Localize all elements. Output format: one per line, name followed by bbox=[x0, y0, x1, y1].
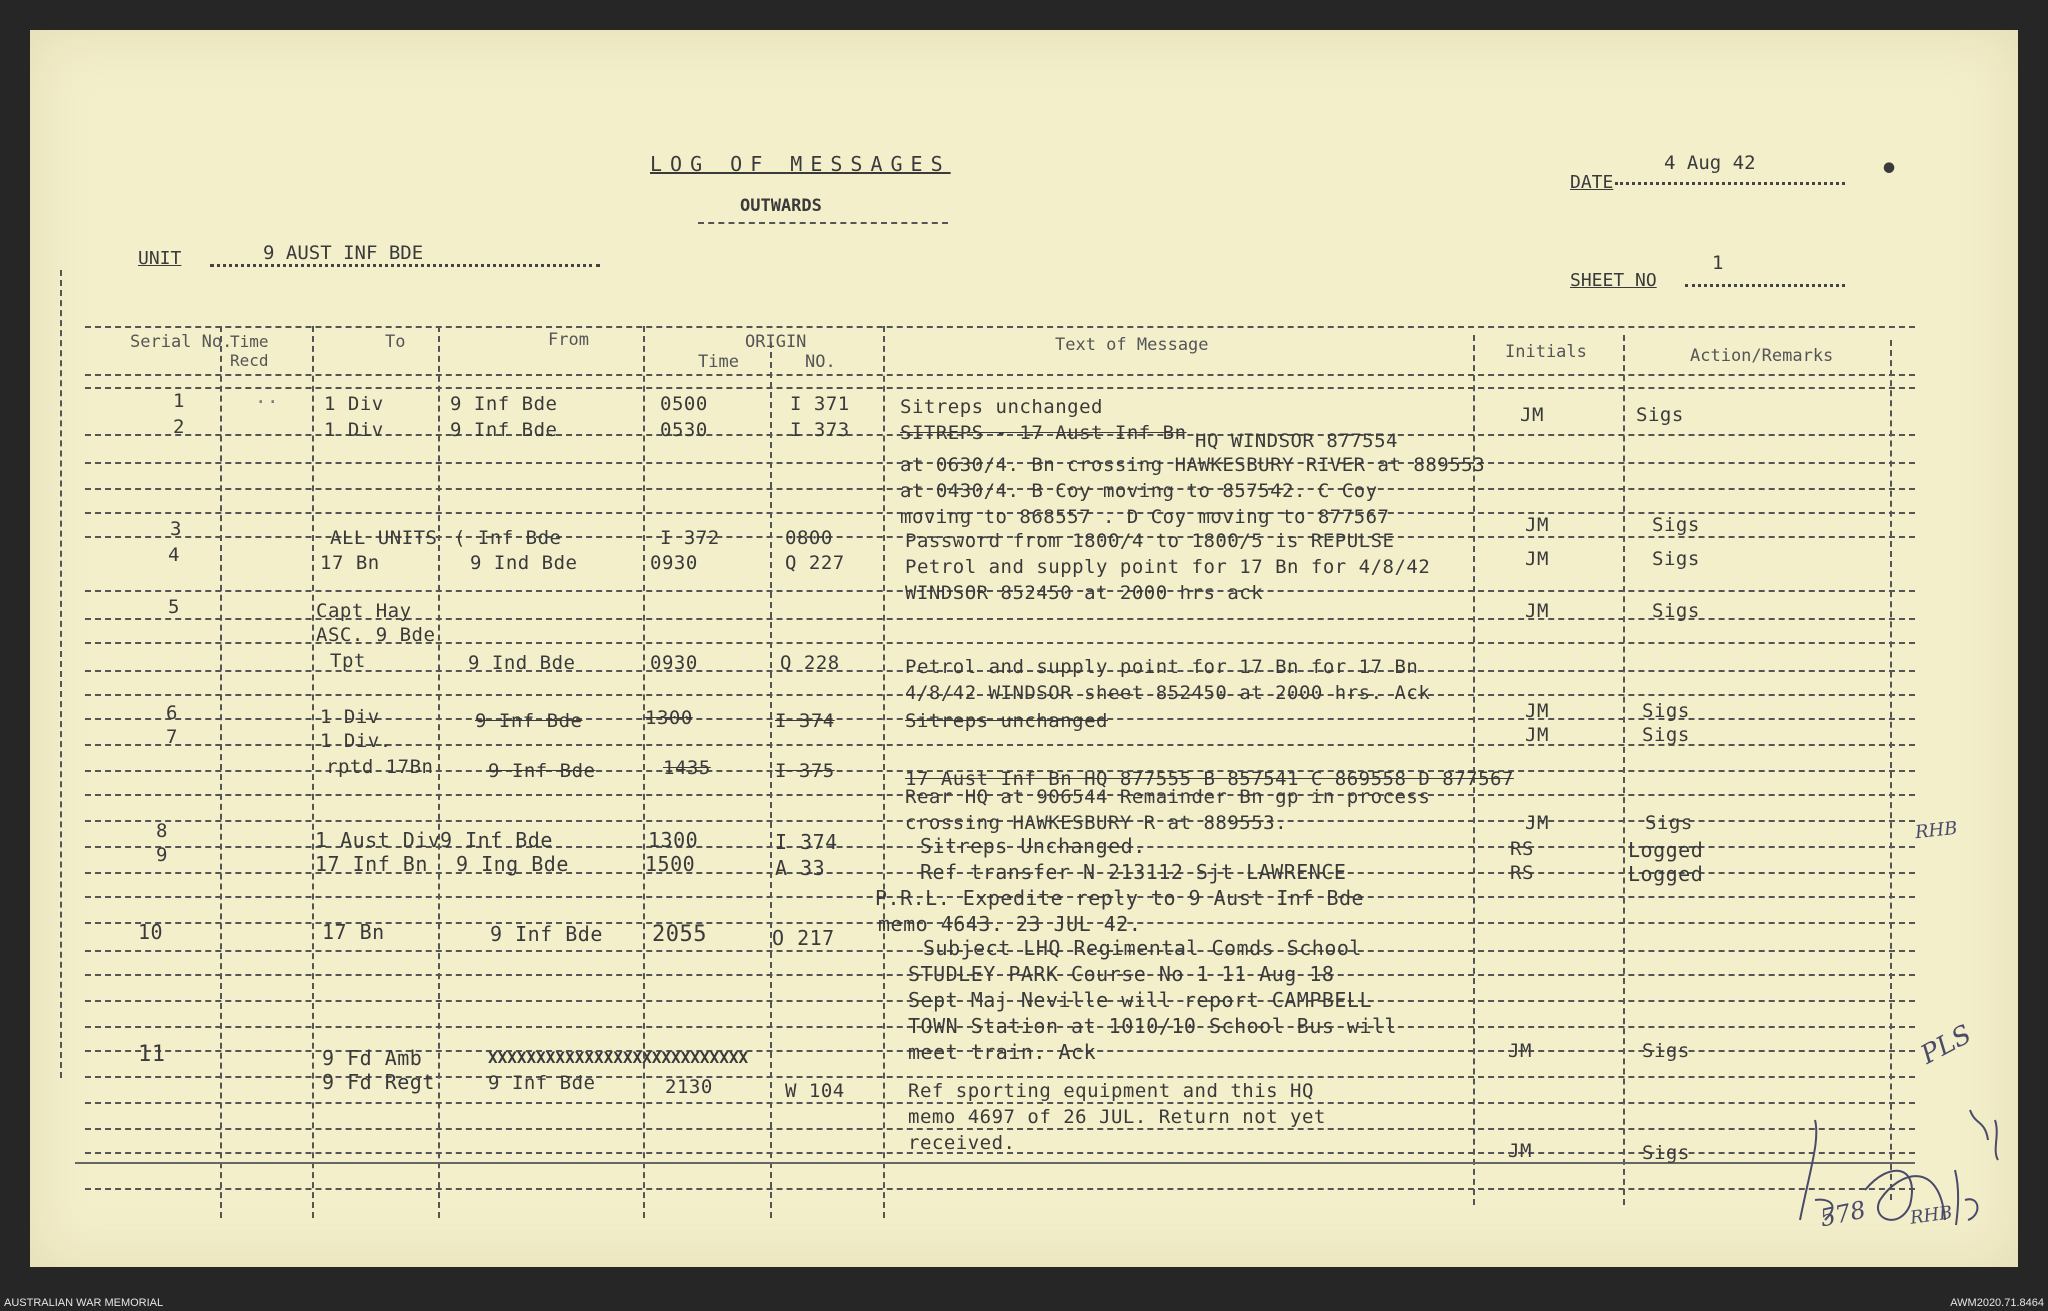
struck-out-cell: XXXXXXXXXXXXXXXXXXXXXXXXXXX bbox=[488, 1048, 749, 1067]
to-cell: Capt Hay bbox=[316, 600, 412, 622]
initials-cell: JM bbox=[1520, 404, 1544, 426]
serial-cell: 6 bbox=[166, 702, 178, 724]
serial-cell: 1 bbox=[173, 390, 185, 412]
to-cell: rptd 17Bn bbox=[326, 756, 434, 778]
serial-cell: 2 bbox=[173, 416, 185, 438]
text-cell: at 0430/4. B Coy moving to 857542. C Coy bbox=[900, 480, 1378, 502]
col-divider bbox=[770, 342, 772, 1218]
text-cell: Sitreps unchanged bbox=[905, 710, 1108, 732]
origin-time-cell: 2130 bbox=[665, 1076, 713, 1098]
col-header-initials: Initials bbox=[1505, 342, 1587, 362]
action-cell: Sigs bbox=[1642, 724, 1690, 746]
origin-no-cell: Q 228 bbox=[780, 652, 840, 674]
text-cell: Rear HQ at 906544 Remainder Bn gp in process bbox=[905, 786, 1431, 808]
subtitle-underline bbox=[698, 222, 948, 224]
col-divider bbox=[643, 326, 645, 1218]
text-cell: 4/8/42 WINDSOR sheet 852450 at 2000 hrs. Ack bbox=[905, 682, 1431, 704]
col-divider bbox=[220, 326, 222, 1218]
initials-cell: RS bbox=[1510, 862, 1534, 884]
initials-cell: JM bbox=[1525, 600, 1549, 622]
header-top-line bbox=[85, 326, 1915, 328]
to-cell: 17 Bn bbox=[320, 552, 380, 574]
to-cell: 1 Div bbox=[324, 393, 384, 415]
text-cell: memo 4697 of 26 JUL. Return not yet bbox=[908, 1106, 1326, 1128]
to-cell: 9 Fd Amb bbox=[322, 1046, 423, 1070]
text-cell: Subject LHQ Regimental Comds School bbox=[923, 936, 1362, 960]
footer-catalog-number: AWM2020.71.8464 bbox=[1950, 1297, 2044, 1309]
col-divider bbox=[312, 326, 314, 1218]
origin-time-cell: 2055 bbox=[652, 922, 707, 947]
col-divider bbox=[438, 326, 440, 1218]
action-cell: Sigs bbox=[1652, 514, 1700, 536]
log-sheet bbox=[30, 30, 2018, 1267]
text-cell: HQ WINDSOR 877554 bbox=[1195, 430, 1398, 452]
from-cell: ( Inf Bde bbox=[454, 527, 562, 549]
col-header-origin-time: Time bbox=[698, 352, 739, 372]
origin-no-cell: I 373 bbox=[790, 419, 850, 441]
origin-no-cell: I 371 bbox=[790, 393, 850, 415]
to-cell: 1 Div. bbox=[320, 730, 392, 752]
origin-no-cell: I 374 bbox=[775, 830, 838, 854]
initials-cell: RS bbox=[1510, 838, 1534, 860]
from-cell: 9 Ind Bde bbox=[468, 652, 576, 674]
col-header-origin-no: NO. bbox=[805, 352, 836, 372]
from-cell: 9 Inf Bde bbox=[490, 922, 603, 946]
col-header-from: From bbox=[548, 330, 589, 350]
col-header-origin: ORIGIN bbox=[745, 332, 807, 352]
to-cell: 17 Bn bbox=[322, 920, 385, 944]
origin-no-cell: A 33 bbox=[775, 856, 826, 880]
col-header-action: Action/Remarks bbox=[1690, 346, 1834, 366]
text-cell: Ref transfer N 213112 Sjt LAWRENCE bbox=[920, 860, 1347, 884]
origin-time-cell: 1300 bbox=[648, 828, 699, 852]
origin-time-cell: 1435 bbox=[663, 757, 711, 779]
text-cell: at 0630/4. Bn crossing HAWKESBURY RIVER at 889553 bbox=[900, 454, 1486, 476]
text-cell: Sitreps unchanged bbox=[900, 396, 1103, 418]
from-cell: 9 Inf Bde bbox=[440, 828, 553, 852]
from-cell: 9 Inf Bde bbox=[475, 710, 583, 732]
time-recd-cell: .. bbox=[255, 386, 279, 408]
to-cell: ALL UNITS bbox=[330, 527, 438, 549]
page-title: LOG OF MESSAGES bbox=[650, 152, 951, 176]
handwritten-initials: RHB bbox=[1914, 817, 1959, 844]
table-bottom-line bbox=[75, 1162, 1915, 1164]
initials-cell: JM bbox=[1525, 514, 1549, 536]
serial-cell: 8 bbox=[156, 820, 168, 842]
action-cell: Sigs bbox=[1652, 600, 1700, 622]
origin-no-cell: 0800 bbox=[785, 527, 833, 549]
text-cell: received. bbox=[908, 1132, 1016, 1154]
origin-time-cell: 0930 bbox=[650, 552, 698, 574]
serial-cell: 5 bbox=[168, 596, 180, 618]
action-cell: Sigs bbox=[1642, 1040, 1690, 1062]
to-cell: 1 Aust Div bbox=[315, 828, 441, 852]
from-cell: 9 Inf Bde bbox=[488, 760, 596, 782]
to-cell: ASC. 9 Bde bbox=[316, 624, 436, 646]
handwritten-number: 578 bbox=[1817, 1195, 1869, 1233]
origin-time-cell: 1500 bbox=[645, 852, 696, 876]
serial-cell: 9 bbox=[156, 844, 168, 866]
col-header-time-recd: Time Recd bbox=[230, 332, 269, 370]
date-dotline bbox=[1615, 182, 1845, 185]
action-cell: Sigs bbox=[1642, 1142, 1690, 1164]
text-cell: Sitreps Unchanged. bbox=[920, 834, 1146, 858]
text-cell: moving to 868557 . D Coy moving to 877567 bbox=[900, 506, 1390, 528]
text-cell: Sept Maj Neville will report CAMPBELL bbox=[908, 988, 1373, 1012]
col-header-to: To bbox=[385, 332, 406, 352]
origin-no-cell: W 104 bbox=[785, 1080, 845, 1102]
serial-cell: 7 bbox=[166, 726, 178, 748]
text-cell: WINDSOR 852450 at 2000 hrs ack bbox=[905, 582, 1264, 604]
footer-credit: AUSTRALIAN WAR MEMORIAL bbox=[4, 1297, 164, 1309]
initials-cell: JM bbox=[1525, 724, 1549, 746]
serial-cell: 11 bbox=[138, 1042, 166, 1067]
initials-cell: JM bbox=[1525, 700, 1549, 722]
text-cell: P.R.L. Expedite reply to 9 Aust Inf Bde bbox=[875, 886, 1365, 910]
to-cell: 1 Div bbox=[324, 419, 384, 441]
action-cell: Sigs bbox=[1636, 404, 1684, 426]
action-cell: Logged bbox=[1628, 838, 1704, 862]
date-value: 4 Aug 42 bbox=[1664, 152, 1756, 174]
date-label: DATE bbox=[1570, 172, 1614, 193]
action-cell: Sigs bbox=[1652, 548, 1700, 570]
header-bottom-line bbox=[85, 387, 1915, 389]
row-line bbox=[85, 1188, 1915, 1190]
from-cell: 9 Inf Bde bbox=[450, 393, 558, 415]
text-cell: TOWN Station at 1010/10 School Bus will bbox=[908, 1014, 1398, 1038]
col-header-serial: Serial No. bbox=[130, 332, 233, 352]
to-cell: Tpt bbox=[330, 650, 366, 672]
header-bottom-line bbox=[85, 374, 1915, 376]
to-cell: 17 Inf Bn bbox=[315, 852, 428, 876]
sheet-value: 1 bbox=[1712, 252, 1724, 274]
initials-cell: JM bbox=[1525, 548, 1549, 570]
action-cell: Sigs bbox=[1642, 700, 1690, 722]
text-cell: Petrol and supply point for 17 Bn for 17 Bn bbox=[905, 656, 1419, 678]
sheet-label: SHEET NO bbox=[1570, 270, 1657, 291]
initials-cell: JM bbox=[1508, 1140, 1532, 1162]
handwritten-initials: PLS bbox=[1916, 1019, 1977, 1071]
action-cell: Logged bbox=[1628, 862, 1704, 886]
table-border-left bbox=[60, 270, 62, 1078]
unit-dotline bbox=[210, 264, 600, 267]
text-cell: STUDLEY PARK Course No 1 11 Aug 18 bbox=[908, 962, 1335, 986]
text-cell: SITREPS - 17 Aust Inf Bn bbox=[900, 422, 1187, 444]
row-line bbox=[85, 1102, 1915, 1104]
text-cell: meet train. Ack bbox=[908, 1040, 1097, 1064]
to-cell: 9 Fd Regt bbox=[322, 1070, 435, 1094]
text-cell: Password from 1800/4 to 1800/5 is REPULSE bbox=[905, 530, 1395, 552]
row-line bbox=[85, 1128, 1915, 1130]
initials-cell: JM bbox=[1508, 1040, 1532, 1062]
origin-no-cell: O 217 bbox=[772, 926, 835, 950]
from-cell: 9 Ind Bde bbox=[470, 552, 578, 574]
handwritten-signature bbox=[1770, 1080, 2010, 1250]
origin-no-cell: I 375 bbox=[775, 760, 835, 782]
sheet-dotline bbox=[1685, 284, 1845, 287]
origin-no-cell: I 374 bbox=[775, 710, 835, 732]
punch-mark-icon: • bbox=[1880, 152, 1899, 187]
text-cell: memo 4643. 23 JUL 42. bbox=[878, 912, 1142, 936]
text-cell: Petrol and supply point for 17 Bn for 4/8/42 bbox=[905, 556, 1431, 578]
origin-time-cell: 0500 bbox=[660, 393, 708, 415]
text-cell: 17 Aust Inf Bn HQ 877555 B 857541 C 869558 D 877567 bbox=[905, 768, 1514, 790]
origin-time-cell: 0530 bbox=[660, 419, 708, 441]
col-divider bbox=[883, 326, 885, 1218]
from-cell: 9 Inf Bde bbox=[488, 1072, 596, 1094]
to-cell: 1 Div bbox=[320, 706, 380, 728]
origin-time-cell: 1300 bbox=[645, 707, 693, 729]
col-header-text: Text of Message bbox=[1055, 335, 1209, 355]
page-subtitle: OUTWARDS bbox=[740, 196, 822, 216]
serial-cell: 4 bbox=[168, 544, 180, 566]
initials-cell: JM bbox=[1525, 812, 1549, 834]
handwritten-initials: RHB bbox=[1908, 1202, 1954, 1229]
unit-value: 9 AUST INF BDE bbox=[263, 242, 424, 264]
serial-cell: 10 bbox=[138, 920, 164, 944]
origin-time-cell: 0930 bbox=[650, 652, 698, 674]
origin-no-cell: Q 227 bbox=[785, 552, 845, 574]
from-cell: 9 Ing Bde bbox=[456, 852, 569, 876]
text-cell: Ref sporting equipment and this HQ bbox=[908, 1080, 1314, 1102]
text-cell: crossing HAWKESBURY R at 889553. bbox=[905, 812, 1288, 834]
action-cell: Sigs bbox=[1645, 812, 1693, 834]
serial-cell: 3 bbox=[170, 518, 182, 540]
origin-time-cell: I 372 bbox=[660, 527, 720, 549]
from-cell: 9 Inf Bde bbox=[450, 419, 558, 441]
unit-label: UNIT bbox=[138, 248, 182, 269]
